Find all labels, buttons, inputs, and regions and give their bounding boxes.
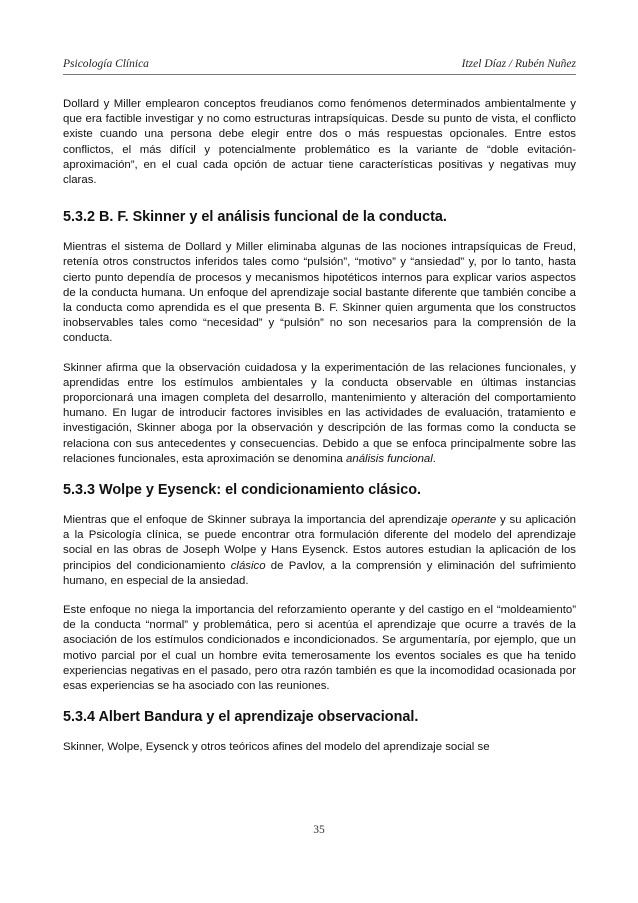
paragraph-text: Skinner afirma que la observación cuidadosa y la experimentación de las relaciones funcionales, y aprendidas entre los estímulos ambientales y la conducta observable en últimas instancias proporcionará una imagen completa del desarrollo, mantenimiento y alteración del comportamiento humano. En lugar de introducir factores invisibles en las actividades de evaluación, tratamiento e investigación, Skinner aboga por la observación y descripción de las formas como la conducta se relaciona con sus antecedentes y consecuencias. Debido a que se enfoca principalmente sobre las relaciones funcionales, esta aproximación se denomina (63, 361, 576, 465)
header-course-title: Psicología Clínica (63, 58, 149, 70)
paragraph-wolpe-intro (63, 513, 576, 589)
paragraph-text: de Pavlov, a la comprensión y eliminación del sufrimiento humano, en especial de la ansiedad. (63, 559, 576, 587)
page-body (63, 97, 576, 756)
paragraph-text: y su aplicación a la Psicología clínica, se puede encontrar otra formulación diferente del modelo del aprendizaje social en las obras de Joseph Wolpe y Hans Eysenck. Estos autores estudian la aplicación de los principios del condicionamiento (63, 514, 576, 572)
page-number: 35 (313, 824, 325, 836)
paragraph-conditioning: Este enfoque no niega la importancia del reforzamiento operante y del castigo en el “moldeamiento” de la conducta “normal” y problemática, pero si acentúa el aprendizaje que ocurre a través de la asociación de los estímulos condicionados e incondicionados. Se argumentaría, por ejemplo, que un motivo parcial por el cual un hombre evita temerosamente los eventos sociales es que ha tenido experiencias negativas en el pasado, pero otra razón también es que la incomodidad ocasionada por esas experiencias se ha asociado con las reuniones. (63, 604, 576, 693)
paragraph-text: Mientras que el enfoque de Skinner subraya la importancia del aprendizaje (63, 514, 452, 527)
paragraph-dollard-miller: Dollard y Miller emplearon conceptos freudianos como fenómenos determinados ambientalmente y que era factible investigar y no como estructuras intrapsíquicas. Desde su punto de vista, el conflicto existe cuando una persona debe elegir entre dos o más respuestas opcionales. Entre estos conflictos, el más difícil y potencialmente problemático es la variante de “doble evitación-aproximación”, en el cual cada opción de actuar tiene características positivas y negativas muy claras. (63, 98, 576, 187)
emphasis-analisis-funcional: análisis funcional (346, 452, 433, 465)
header-authors: Itzel Díaz / Rubén Nuñez (461, 58, 576, 70)
emphasis-operante: operante (451, 514, 497, 527)
emphasis-clasico: clásico (230, 559, 266, 572)
section-heading-skinner: 5.3.2 B. F. Skinner y el análisis funcional de la conducta. (63, 209, 447, 226)
paragraph-skinner-analysis (63, 361, 576, 467)
section-heading-bandura: 5.3.4 Albert Bandura y el aprendizaje observacional. (63, 709, 419, 726)
paragraph-skinner-intro: Mientras el sistema de Dollard y Miller eliminaba algunas de las nociones intrapsíquicas de Freud, retenía otros constructos inferidos tales como “pulsión”, “motivo” y “ansiedad” y, por lo tanto, hasta cierto punto dependía de procesos y mecanismos hipotéticos internos para explicar varios aspectos de la conducta humana. Un enfoque del aprendizaje social bastante diferente que también concibe a la conducta como aprendida es el que presenta B. F. Skinner quien argumenta que los constructos inobservables tales como “necesidad” y “pulsión” no son necesarios para la comprensión de la conducta. (63, 241, 576, 345)
paragraph-bandura-start: Skinner, Wolpe, Eysenck y otros teóricos afines del modelo del aprendizaje social se (63, 741, 490, 754)
paragraph-end: . (432, 452, 436, 465)
running-header (63, 58, 576, 75)
section-heading-wolpe-eysenck: 5.3.3 Wolpe y Eysenck: el condicionamiento clásico. (63, 482, 422, 499)
